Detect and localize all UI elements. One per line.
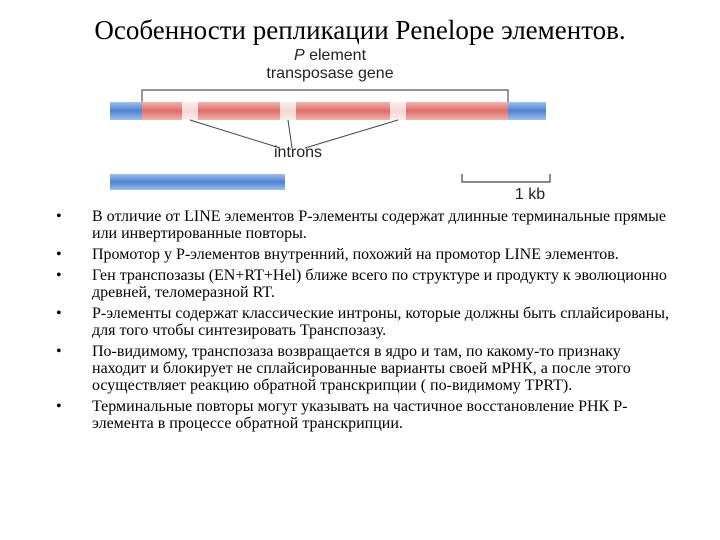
gene-bracket (142, 90, 508, 102)
bullet-text: Терминальные повторы могут указывать на частичное восстановление РНК Р-элемента в процессе обратной транскрипции. (92, 398, 628, 432)
list-item (56, 208, 676, 242)
bullet-dot: • (56, 246, 62, 263)
bullet-dot: • (56, 208, 62, 225)
exon-2 (198, 102, 280, 120)
gene-label-transposase: transposase gene (266, 65, 394, 82)
bullet-text: По-видимому, транспозаза возвращается в ядро и там, по какому-то признаку находит и блокирует не сплайсированные варианты своей мРНК, а после этого осуществляет реакцию обратной транскрипции ( по-видимому TPRT). (92, 343, 631, 394)
list-item (56, 398, 676, 432)
bullet-dot: • (56, 267, 62, 284)
bullet-text: Промотор у Р-элементов внутренний, похожий на промотор LINE элементов. (92, 246, 619, 263)
intron-3 (390, 102, 406, 120)
p-element-diagram (100, 44, 560, 204)
bullet-dot: • (56, 343, 62, 360)
transposase-gene-label (256, 47, 404, 83)
bullet-text: В отличие от LINE элементов Р-элементы содержат длинные терминальные прямые или инвертированные повторы. (92, 208, 666, 242)
list-item (56, 246, 676, 263)
scale-label: 1 kb (514, 186, 546, 203)
bullet-dot: • (56, 398, 62, 415)
list-item (56, 343, 676, 394)
gene-label-p: P (293, 47, 305, 64)
short-element-bar (110, 174, 285, 190)
intron-pointer-1 (190, 120, 280, 148)
exon-1 (142, 102, 182, 120)
scale-bar (462, 174, 550, 182)
exon-4 (406, 102, 508, 120)
list-item (56, 267, 676, 301)
bullet-text: Ген транспозазы (EN+RT+Hel) ближе всего по структуре и продукту к эволюционно древней, теломеразной RT. (92, 267, 667, 301)
intron-2 (280, 102, 296, 120)
introns-label: introns (273, 144, 323, 161)
slide-title: Особенности репликации Penelope элементов. (94, 15, 626, 45)
left-terminal-segment (110, 102, 142, 120)
intron-1 (182, 102, 198, 120)
list-item (56, 305, 676, 339)
right-terminal-segment (508, 102, 546, 120)
bullet-dot: • (56, 305, 62, 322)
bullet-list (56, 208, 676, 436)
exon-3 (296, 102, 390, 120)
gene-label-element: element (304, 47, 367, 64)
bullet-text: Р-элементы содержат классические интроны, которые должны быть сплайсированы, для того чтобы синтезировать Транспозазу. (92, 305, 669, 339)
